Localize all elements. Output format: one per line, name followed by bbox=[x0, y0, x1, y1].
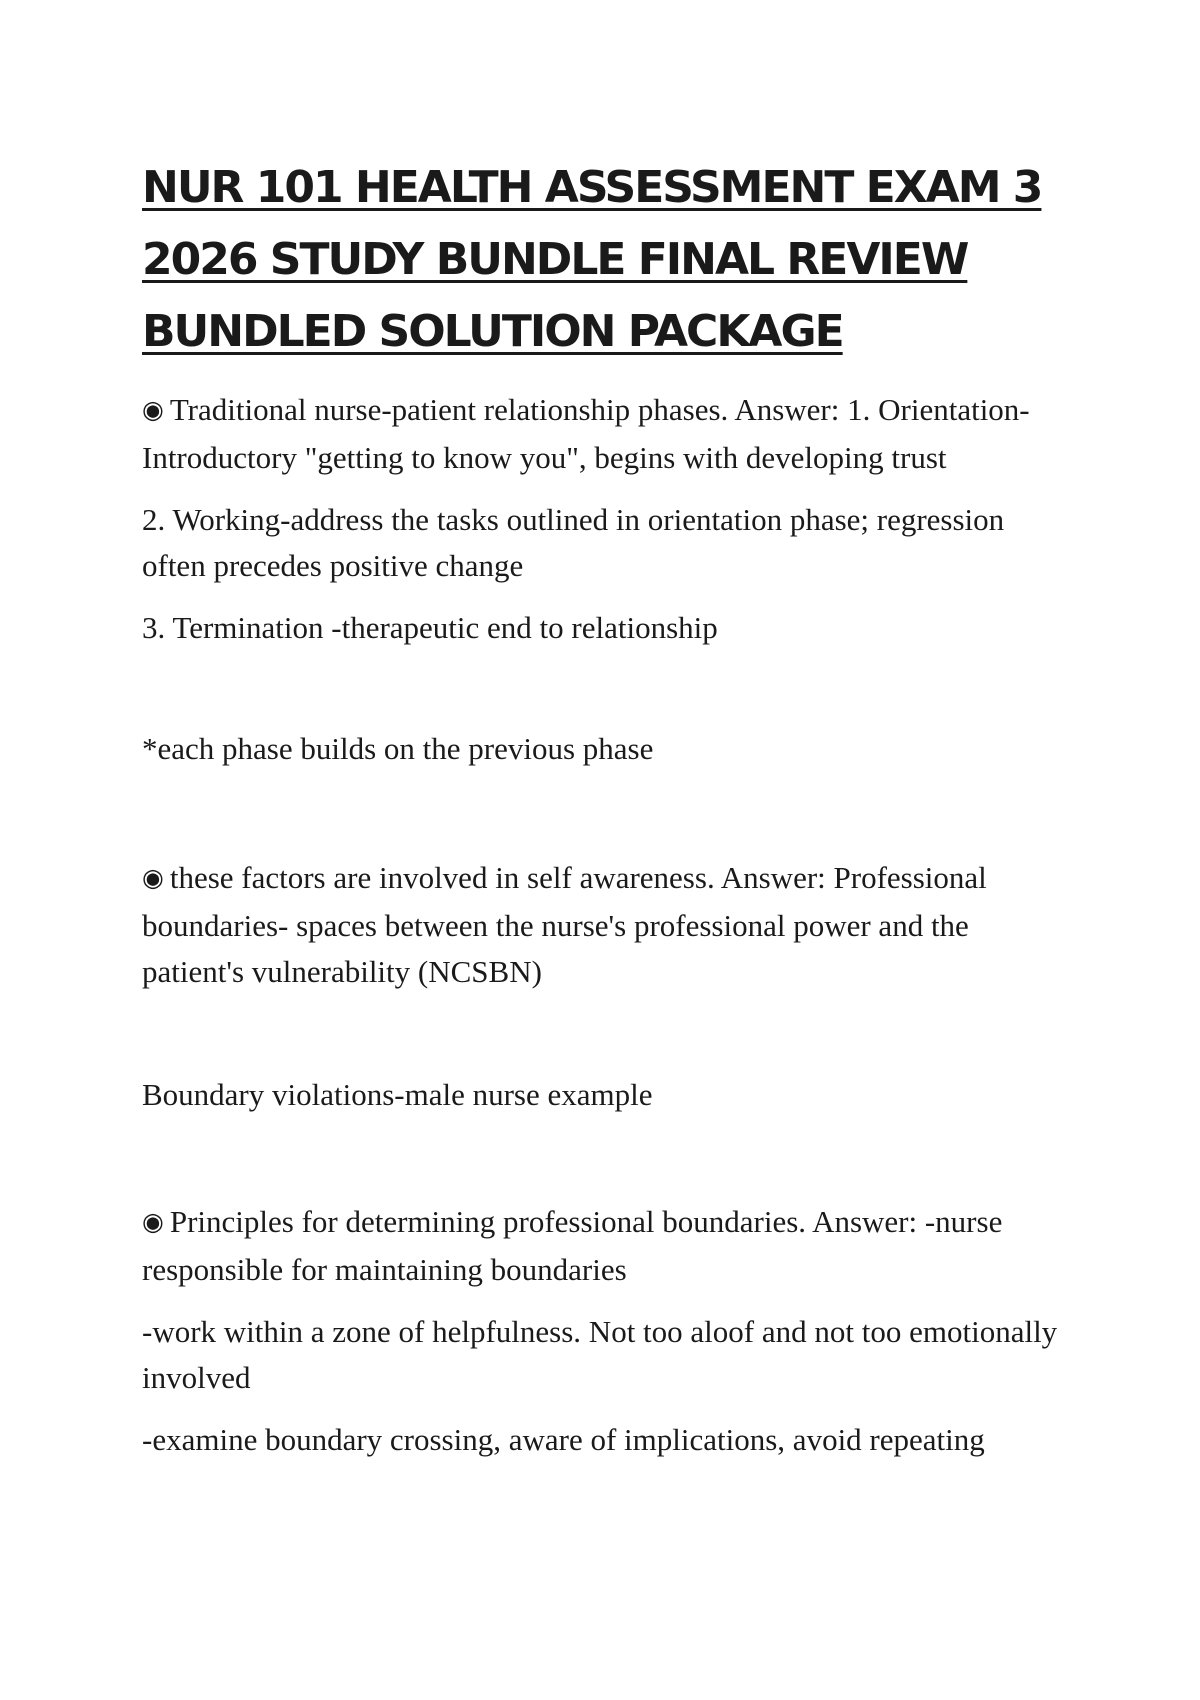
qa-question-2-text: these factors are involved in self awareness. Answer: Professional boundaries- spaces between the nurse's professional power and the patient's vulnerability (NCSBN) bbox=[142, 860, 987, 989]
qa-question-1-text: Traditional nurse-patient relationship phases. Answer: 1. Orientation-Introductory "getting to know you", begins with developing trust bbox=[142, 392, 1030, 475]
qa-answer-3-line-2: -work within a zone of helpfulness. Not too aloof and not too emotionally involved bbox=[142, 1314, 1058, 1395]
qa-question-2 bbox=[142, 855, 1072, 995]
qa-note-2: Boundary violations-male nurse example bbox=[142, 1077, 653, 1112]
document-title: NUR 101 HEALTH ASSESSMENT EXAM 3 2026 STUDY BUNDLE FINAL REVIEW BUNDLED SOLUTION PACKAGE bbox=[142, 162, 1042, 357]
qa-question-3 bbox=[142, 1199, 1072, 1293]
qa-question-3-text: Principles for determining professional boundaries. Answer: -nurse responsible for maintaining boundaries bbox=[142, 1204, 1003, 1287]
qa-answer-1-line-3: 3. Termination -therapeutic end to relationship bbox=[142, 610, 718, 645]
qa-answer-3-line-3: -examine boundary crossing, aware of implications, avoid repeating bbox=[142, 1422, 985, 1457]
radio-bullet-icon: ◉ bbox=[142, 863, 164, 892]
qa-block-1 bbox=[142, 387, 1072, 651]
radio-bullet-icon: ◉ bbox=[142, 395, 164, 424]
qa-block-3 bbox=[142, 1199, 1072, 1463]
radio-bullet-icon: ◉ bbox=[142, 1207, 164, 1236]
qa-block-2 bbox=[142, 855, 1072, 995]
qa-note-1: *each phase builds on the previous phase bbox=[142, 731, 654, 766]
qa-question-1 bbox=[142, 387, 1072, 481]
qa-answer-1-line-2: 2. Working-address the tasks outlined in orientation phase; regression often precedes positive change bbox=[142, 502, 1005, 583]
